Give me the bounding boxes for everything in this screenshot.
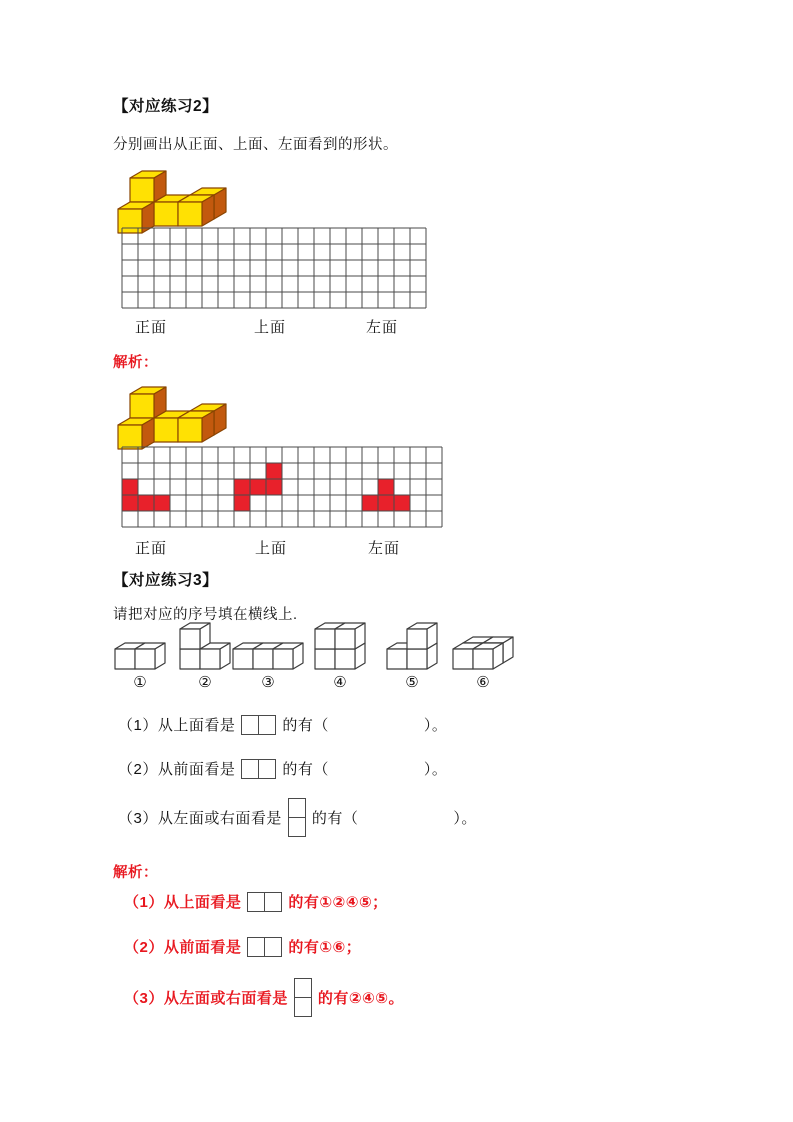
cube-figure-4 — [314, 622, 366, 670]
answer-2-result: 的有①⑥； — [288, 939, 362, 956]
answer-1 — [124, 891, 388, 912]
answer-view-label-left: 左面 — [367, 540, 401, 557]
answer-3-text: （3）从左面或右面看是 — [124, 990, 288, 1007]
question-1-mid: 的有（ — [282, 717, 329, 734]
question-3-text: （3）从左面或右面看是 — [118, 810, 282, 827]
figure-6 — [433, 610, 533, 691]
exercise3-prompt: 请把对应的序号填在横线上. — [113, 607, 298, 623]
question-2-mid: 的有（ — [282, 761, 329, 778]
figure-1-label: ① — [133, 674, 147, 691]
figure-5-label: ⑤ — [405, 674, 419, 691]
cube-arrangement-figure-analysis — [117, 379, 227, 450]
question-3-mid: 的有（ — [311, 810, 359, 827]
question-3 — [118, 798, 477, 837]
exercise2-prompt: 分别画出从正面、上面、左面看到的形状。 — [113, 137, 398, 153]
cube-figure-5 — [386, 622, 438, 670]
question-2 — [118, 758, 447, 779]
figure-2-label: ② — [198, 674, 212, 691]
question-1-close: ）。 — [423, 717, 448, 734]
view-label-left: 左面 — [365, 319, 399, 336]
domino-shape-horizontal — [247, 937, 282, 957]
question-1-text: （1）从上面看是 — [118, 717, 236, 734]
analysis-label-ex2: 解析： — [113, 355, 158, 371]
cube-arrangement-figure — [117, 163, 227, 234]
view-label-front: 正面 — [134, 319, 168, 336]
domino-shape-horizontal — [241, 715, 276, 735]
answer-3-result: 的有②④⑤。 — [317, 990, 404, 1007]
domino-shape-vertical — [288, 798, 306, 837]
answer-1-text: （1）从上面看是 — [124, 894, 242, 911]
answer-2-text: （2）从前面看是 — [124, 939, 242, 956]
answer-2 — [124, 936, 361, 957]
question-2-close: ）。 — [423, 761, 448, 778]
figure-6-label: ⑥ — [476, 674, 490, 691]
question-1 — [118, 714, 447, 735]
exercise2-heading: 【对应练习2】 — [113, 98, 219, 115]
view-label-top: 上面 — [253, 319, 287, 336]
cube-figure-6 — [452, 636, 514, 670]
answer-view-label-front: 正面 — [134, 540, 168, 557]
figure-4-label: ④ — [333, 674, 347, 691]
figure-3-label: ③ — [261, 674, 275, 691]
answer-grid — [121, 446, 443, 528]
question-2-text: （2）从前面看是 — [118, 761, 236, 778]
question-3-close: ）。 — [453, 810, 477, 827]
answer-3 — [124, 978, 404, 1017]
domino-shape-horizontal — [247, 892, 282, 912]
domino-shape-horizontal — [241, 759, 276, 779]
practice-grid — [121, 227, 427, 309]
analysis-label-ex3: 解析： — [113, 865, 158, 881]
answer-view-label-top: 上面 — [254, 540, 288, 557]
answer-1-result: 的有①②④⑤； — [288, 894, 388, 911]
domino-shape-vertical — [294, 978, 312, 1017]
exercise3-heading: 【对应练习3】 — [113, 572, 219, 589]
